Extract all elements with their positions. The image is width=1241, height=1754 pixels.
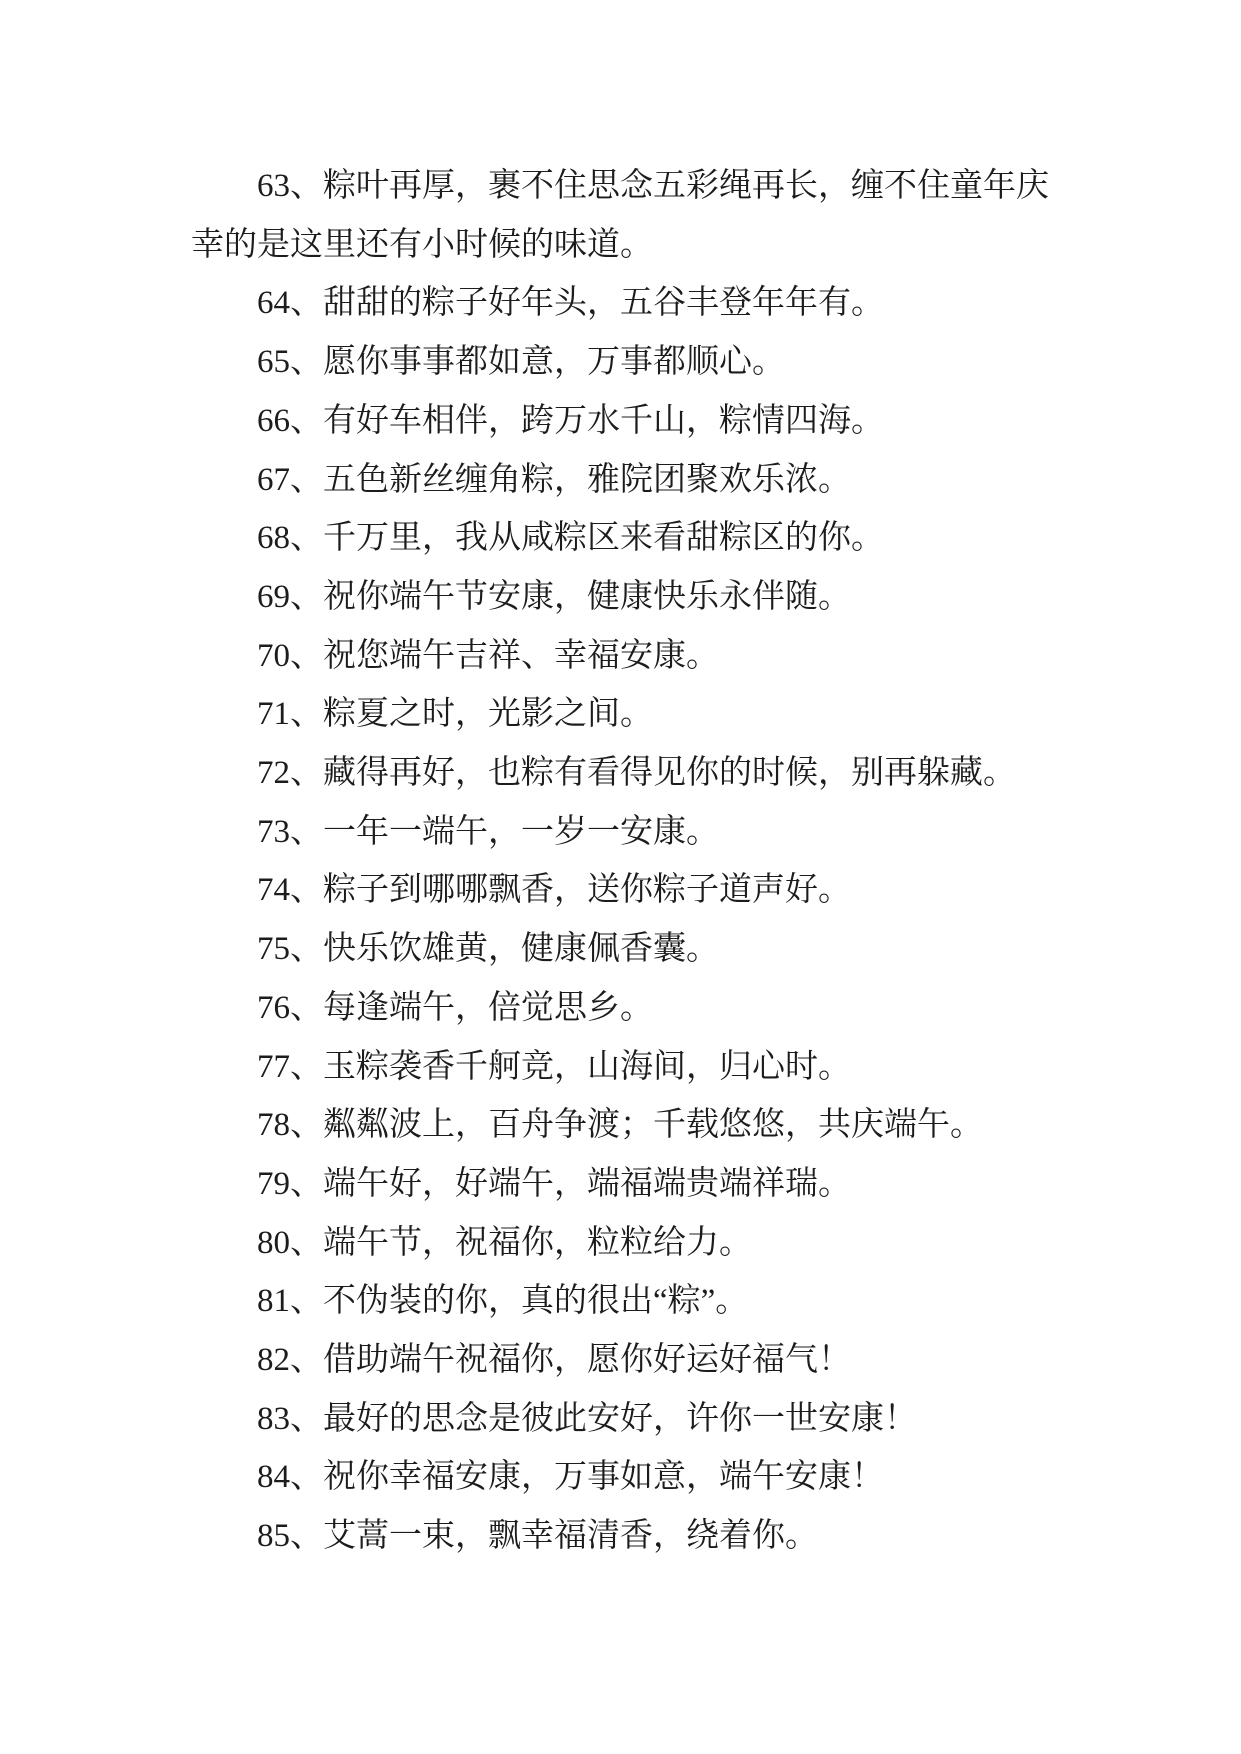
paragraph-80	[191, 1214, 1057, 1273]
paragraph-line: 75、快乐饮雄黄，健康佩香囊。	[257, 931, 719, 968]
paragraph-63	[191, 157, 1057, 274]
paragraph-81	[191, 1272, 1057, 1331]
paragraph-71	[191, 685, 1057, 744]
paragraph-line: 63、粽叶再厚，裹不住思念五彩绳再长，缠不住童年庆	[257, 168, 1049, 204]
paragraph-line: 68、千万里，我从咸粽区来看甜粽区的你。	[257, 520, 884, 557]
paragraph-75	[191, 920, 1057, 979]
paragraph-line: 85、艾蒿一束，飘幸福清香，绕着你。	[257, 1518, 818, 1555]
paragraph-line: 64、甜甜的粽子好年头，五谷丰登年年有。	[257, 285, 884, 322]
paragraph-69	[191, 568, 1057, 627]
paragraph-67	[191, 451, 1057, 510]
paragraph-79	[191, 1155, 1057, 1214]
paragraph-68	[191, 509, 1057, 568]
paragraph-82	[191, 1331, 1057, 1390]
paragraph-line: 81、不伪装的你，真的很出“粽”。	[257, 1283, 749, 1320]
paragraph-line: 76、每逢端午，倍觉思乡。	[257, 989, 653, 1026]
paragraph-line: 82、借助端午祝福你，愿你好运好福气！	[257, 1342, 851, 1379]
paragraph-line: 65、愿你事事都如意，万事都顺心。	[257, 344, 785, 381]
paragraph-line: 幸的是这里还有小时候的味道。	[191, 226, 653, 263]
paragraph-line: 73、一年一端午，一岁一安康。	[257, 813, 719, 850]
paragraph-line: 83、最好的思念是彼此安好，许你一世安康！	[257, 1400, 917, 1437]
paragraph-line: 84、祝你幸福安康，万事如意，端午安康！	[257, 1459, 884, 1496]
paragraph-line: 70、祝您端午吉祥、幸福安康。	[257, 637, 719, 674]
paragraph-70	[191, 627, 1057, 686]
paragraph-line: 78、粼粼波上，百舟争渡；千载悠悠，共庆端午。	[257, 1107, 983, 1144]
paragraph-73	[191, 803, 1057, 862]
paragraph-77	[191, 1038, 1057, 1097]
paragraph-line: 71、粽夏之时，光影之间。	[257, 696, 653, 733]
paragraph-line: 74、粽子到哪哪飘香，送你粽子道声好。	[257, 872, 851, 909]
paragraph-line: 77、玉粽袭香千舸竞，山海间，归心时。	[257, 1048, 851, 1085]
paragraph-line: 67、五色新丝缠角粽，雅院团聚欢乐浓。	[257, 461, 851, 498]
paragraph-line: 72、藏得再好，也粽有看得见你的时候，别再躲藏。	[257, 755, 1016, 792]
paragraph-76	[191, 979, 1057, 1038]
paragraph-72	[191, 744, 1057, 803]
paragraph-74	[191, 861, 1057, 920]
paragraph-78	[191, 1096, 1057, 1155]
paragraph-line: 69、祝你端午节安康，健康快乐永伴随。	[257, 578, 851, 615]
paragraph-65	[191, 333, 1057, 392]
paragraph-85	[191, 1507, 1057, 1566]
paragraph-84	[191, 1448, 1057, 1507]
paragraph-line: 79、端午好，好端午，端福端贵端祥瑞。	[257, 1165, 851, 1202]
paragraph-line: 80、端午节，祝福你，粒粒给力。	[257, 1224, 752, 1261]
paragraph-66	[191, 392, 1057, 451]
paragraph-83	[191, 1390, 1057, 1449]
paragraph-line: 66、有好车相伴，跨万水千山，粽情四海。	[257, 402, 884, 439]
document-page	[191, 157, 1057, 1566]
paragraph-64	[191, 274, 1057, 333]
